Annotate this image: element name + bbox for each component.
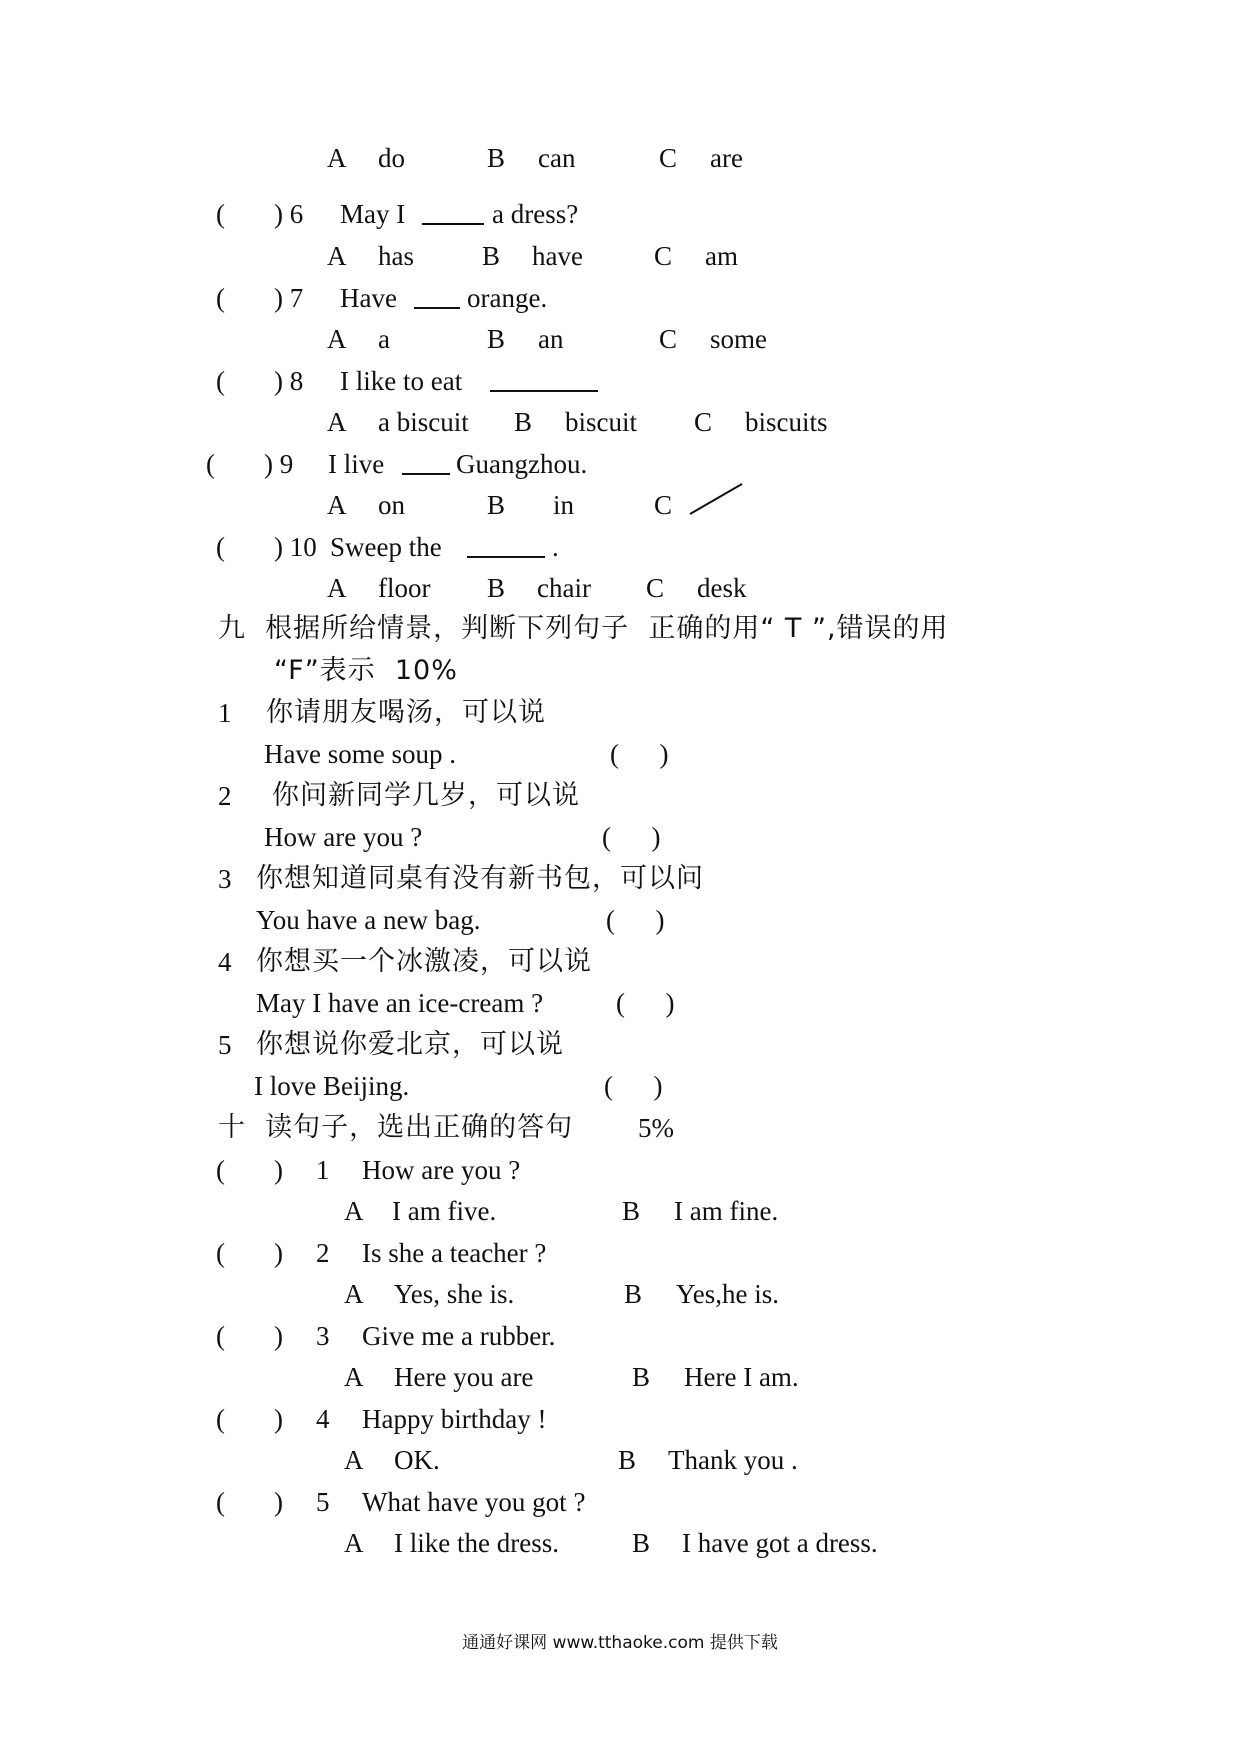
s9-item-2-sentence [0,820,661,854]
item-number: 1 [218,698,232,728]
option-label-b: B [632,1528,651,1558]
option-b: I have got a dress. [682,1528,878,1558]
section10-heading-row [0,1111,674,1145]
sentence: Have some soup . [264,739,456,769]
stem-before: I live [328,449,385,479]
stem-before: May I [340,199,406,229]
s9-item-4-sentence [0,986,675,1020]
option-label-a: A [327,241,347,271]
s10-item-5-options [0,1526,878,1560]
answer-paren-open: ( [216,1404,225,1434]
answer-paren-open: ( [216,199,225,229]
option-c-slash-mark [690,483,743,515]
answer-blank [422,197,484,233]
s9-item-1-sentence [0,737,669,771]
answer-paren-open: ( [216,532,225,562]
answer-paren-close: ) [274,1155,283,1185]
answer-paren: ( ) [604,1071,663,1101]
option-label-a: A [344,1445,364,1475]
s9-item-2-situation [0,779,580,813]
option-label-b: B [514,407,533,437]
option-label-b: B [487,490,506,520]
situation: 你想买一个冰激凌，可以说 [256,946,592,977]
stem-before: Sweep the [330,532,442,562]
answer-paren: ( ) [616,988,675,1018]
sentence: You have a new bag. [256,905,481,935]
option-b: Here I am. [684,1362,799,1392]
answer-paren-open: ( [216,366,225,396]
s9-item-3-sentence [0,903,665,937]
option-label-b: B [487,143,506,173]
answer-paren-open: ( [206,449,215,479]
s9-item-1-situation [0,696,546,730]
option-b: an [538,324,564,354]
q7-options [0,322,767,356]
stem-after: Guangzhou. [456,449,588,479]
option-label-b: B [487,324,506,354]
situation: 你请朋友喝汤，可以说 [266,697,546,728]
s9-item-3-situation [0,862,704,896]
item-number: 5 [218,1030,232,1060]
s10-item-2-options [0,1277,780,1311]
option-a: OK. [394,1445,440,1475]
q7-stem [0,281,548,315]
option-a: a biscuit [378,407,469,437]
stem-before: I like to eat [340,366,463,396]
question: How are you ? [362,1155,521,1185]
option-label-b: B [487,573,506,603]
answer-paren-close: ) [274,1404,283,1434]
s10-item-4-question [0,1402,547,1436]
item-number: 4 [316,1404,330,1434]
stem-after: orange. [467,283,548,313]
answer-paren-close: ) [274,1321,283,1351]
option-b: biscuit [565,407,637,437]
q9-stem [0,447,588,481]
option-label-c: C [654,241,673,271]
s10-item-5-question [0,1485,586,1519]
option-c: desk [697,573,747,603]
answer-blank [467,530,545,566]
option-a: floor [378,573,431,603]
option-label-a: A [344,1196,364,1226]
answer-blank [402,447,450,483]
option-label-c: C [659,143,678,173]
s9-item-5-situation [0,1028,564,1062]
option-b: I am fine. [674,1196,779,1226]
q8-options [0,405,828,439]
section10-score: 5% [638,1113,674,1143]
q6-stem [0,197,579,231]
option-label-a: A [344,1362,364,1392]
option-label-b: B [624,1279,643,1309]
sentence: May I have an ice-cream ? [256,988,544,1018]
situation: 你问新同学几岁，可以说 [272,780,580,811]
item-number: 2 [316,1238,330,1268]
situation: 你想说你爱北京，可以说 [256,1029,564,1060]
answer-blank [414,281,460,317]
stem-after: . [552,532,559,562]
option-b: can [538,143,576,173]
item-number: 2 [218,781,232,811]
answer-paren: ( ) [602,822,661,852]
option-label-b: B [482,241,501,271]
option-label-b: B [622,1196,641,1226]
section10-heading: 十 读句子，选出正确的答句 [218,1112,574,1143]
s10-item-3-question [0,1319,556,1353]
answer-paren-open: ( [216,1155,225,1185]
section9-heading-line2: “F”表示 10% [274,655,458,686]
option-a: I am five. [392,1196,497,1226]
option-label-a: A [327,490,347,520]
option-a: Here you are [394,1362,534,1392]
option-a: on [378,490,405,520]
option-b: in [553,490,575,520]
answer-paren-open: ( [216,1238,225,1268]
item-number: 5 [316,1487,330,1517]
item-number: 4 [218,947,232,977]
option-c: are [710,143,743,173]
option-b: Yes,he is. [676,1279,780,1309]
stem-after: a dress? [492,199,579,229]
sentence: I love Beijing. [254,1071,410,1101]
s10-item-1-options [0,1194,779,1228]
option-label-a: A [327,143,347,173]
answer-paren-open: ( [216,1487,225,1517]
answer-paren: ( ) [610,739,669,769]
s9-item-4-situation [0,945,592,979]
section9-heading: 九 根据所给情景，判断下列句子 正确的用“ T ”,错误的用 [218,613,949,644]
q6-options [0,239,738,273]
s10-item-4-options [0,1443,798,1477]
question-number: ) 8 [274,366,304,396]
option-c: biscuits [745,407,828,437]
page-footer: 通通好课网 www.tthaoke.com 提供下载 [462,1633,778,1653]
answer-paren: ( ) [606,905,665,935]
answer-paren-open: ( [216,1321,225,1351]
option-c: some [710,324,767,354]
option-label-b: B [632,1362,651,1392]
stem-before: Have [340,283,397,313]
question-number: ) 9 [264,449,294,479]
situation: 你想知道同桌有没有新书包，可以问 [256,863,704,894]
option-a: a [378,324,390,354]
q9-options [0,488,673,522]
option-label-c: C [694,407,713,437]
option-a: I like the dress. [394,1528,559,1558]
question-number: ) 7 [274,283,304,313]
q8-stem [0,364,463,398]
option-label-a: A [327,573,347,603]
answer-paren-close: ) [274,1238,283,1268]
option-a: Yes, she is. [394,1279,515,1309]
option-label-a: A [344,1528,364,1558]
option-b: chair [537,573,591,603]
option-b: have [532,241,583,271]
sentence: How are you ? [264,822,423,852]
s10-item-2-question [0,1236,547,1270]
option-b: Thank you . [668,1445,798,1475]
answer-paren-open: ( [216,283,225,313]
item-number: 1 [316,1155,330,1185]
option-a: has [378,241,414,271]
answer-blank [490,364,598,400]
s9-item-5-sentence [0,1069,663,1103]
option-label-a: A [344,1279,364,1309]
q10-options [0,571,747,605]
q10-stem [0,530,559,564]
question: What have you got ? [362,1487,586,1517]
option-label-a: A [327,324,347,354]
option-a: do [378,143,405,173]
answer-paren-close: ) [274,1487,283,1517]
question-number: ) 10 [274,532,317,562]
option-c: am [705,241,738,271]
item-number: 3 [218,864,232,894]
option-label-c: C [646,573,665,603]
option-label-c: C [654,490,673,520]
question: Is she a teacher ? [362,1238,547,1268]
option-label-a: A [327,407,347,437]
question-number: ) 6 [274,199,304,229]
question: Happy birthday ! [362,1404,547,1434]
option-label-c: C [659,324,678,354]
option-label-b: B [618,1445,637,1475]
item-number: 3 [316,1321,330,1351]
question: Give me a rubber. [362,1321,556,1351]
s10-item-3-options [0,1360,799,1394]
s10-item-1-question [0,1153,521,1187]
q5-options [0,141,743,175]
